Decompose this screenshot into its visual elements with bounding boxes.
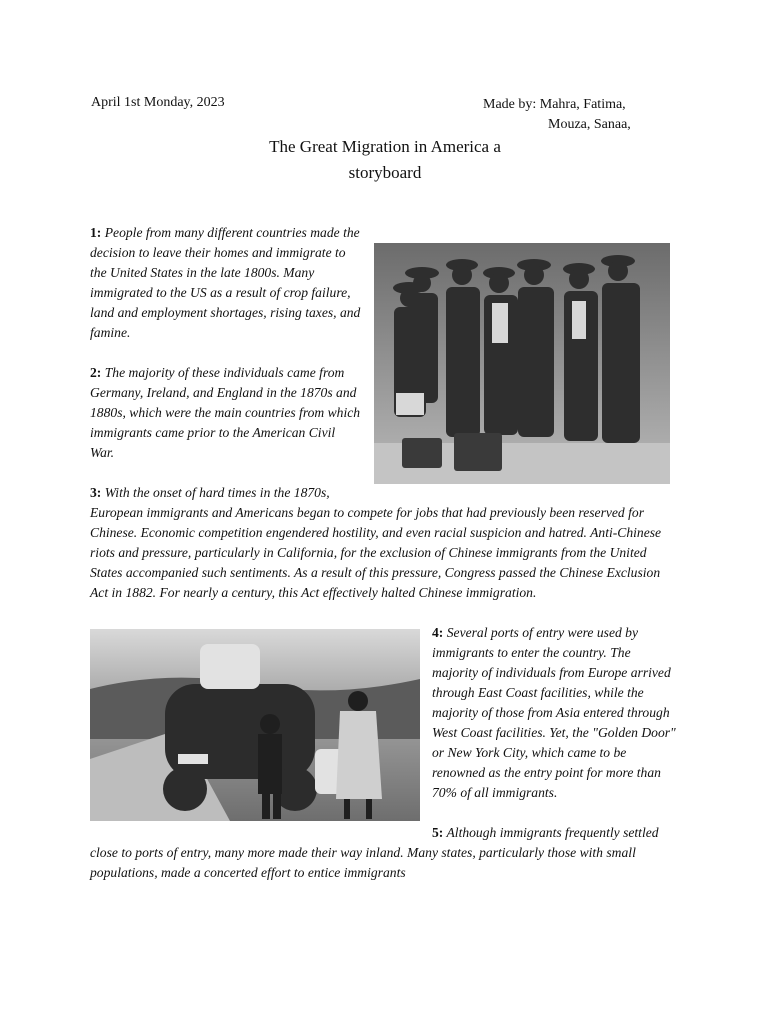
section-3-text: With the onset of hard times in the 1870s, European immigrants and Americans began to compete for jobs that had previously been reserved for Chinese. Economic competition engendered hostility, and even racial suspicion and hatred. Anti-Chinese riots and pressure, particularly in California, for the exclusion of Chinese immigrants from the United States accompanied such sentiments. As a result of this pressure, Congress passed the Chinese Exclusion Act in 1882. For nearly a century, this Act effectively halted Chinese immigration. xyxy=(90,485,662,600)
page-title xyxy=(200,134,570,186)
section-1-text: People from many different countries made the decision to leave their homes and immigrate to the United States in the late 1800s. Many immigrated to the US as a result of crop failure, land and employment shortages, rising taxes, and famine. xyxy=(90,225,361,340)
section-5 xyxy=(90,823,680,883)
family-photo xyxy=(374,243,670,484)
authors xyxy=(483,95,631,135)
authors-line-1: Made by: Mahra, Fatima, xyxy=(483,97,626,112)
section-5-text: Although immigrants frequently settled close to ports of entry, many more made their way inland. Many states, particularly those with small populations, made a concerted effort to entice immigrants xyxy=(90,825,659,880)
section-3 xyxy=(90,483,680,603)
section-5-number: 5: xyxy=(432,825,444,840)
storyboard-body xyxy=(90,223,680,903)
section-4-number: 4: xyxy=(432,625,444,640)
section-4-text: Several ports of entry were used by immigrants to enter the country. The majority of individuals from Europe arrived through East Coast facilities, while the majority of those from Asia entered through West Coast facilities. Yet, the "Golden Door" or New York City, which came to be renowned as the entry point for more than 70% of all immigrants. xyxy=(432,625,676,800)
car-photo xyxy=(90,629,420,821)
document-date: April 1st Monday, 2023 xyxy=(91,95,225,110)
section-3-number: 3: xyxy=(90,485,102,500)
section-1-number: 1: xyxy=(90,225,102,240)
title-line-1: The Great Migration in America a xyxy=(269,137,501,156)
authors-line-2: Mouza, Sanaa, xyxy=(548,117,631,132)
section-2-number: 2: xyxy=(90,365,102,380)
section-2-text: The majority of these individuals came from Germany, Ireland, and England in the 1870s and 1880s, which were the main countries from which immigrants came prior to the American Civil War. xyxy=(90,365,361,460)
title-line-2: storyboard xyxy=(348,163,422,182)
